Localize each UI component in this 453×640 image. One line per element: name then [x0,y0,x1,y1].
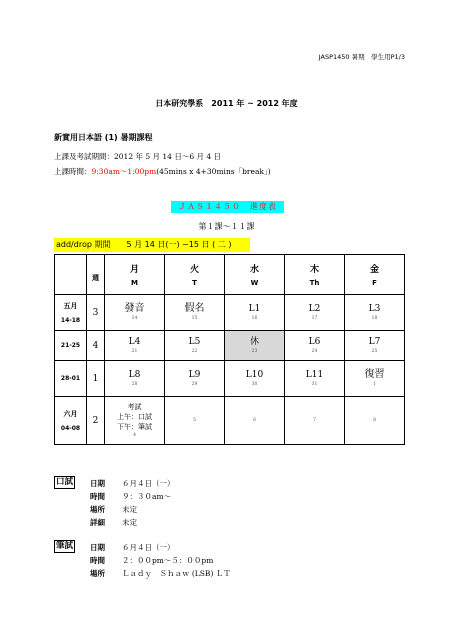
table-row [55,295,405,331]
lesson-range: 第１課～１１課 [198,222,255,231]
class-time-value: 9:30am～1:00pm [91,167,157,176]
lesson-cell: L2 17 [285,295,345,331]
header-mon: 月 M [105,255,165,295]
progress-table-title: ＪＡＳ１４５０ 進度表 [171,201,284,213]
holiday-cell: 休 23 [225,331,285,361]
lesson-cell: 假名 15 [165,295,225,331]
lesson-cell: 5 [165,397,225,445]
oral-time: 時間 ９：３０am～ [90,492,172,501]
written-time: 時間 ２：００pm～５：００pm [90,556,214,565]
add-drop-period: add/drop 期間 5 月 14 日(一) ~15 日 ( 二 ) [54,238,250,252]
week-number: 2 [87,397,105,445]
lesson-cell: 6 [225,397,285,445]
oral-place: 場所 未定 [90,505,137,514]
lesson-cell: L5 22 [165,331,225,361]
header-row [55,255,405,295]
header-thu: 木 Th [285,255,345,295]
document-title: 日本研究學系 2011 年 ~ 2012 年度 [155,99,298,108]
lesson-cell: L11 31 [285,361,345,397]
table-row [55,361,405,397]
lesson-cell: L10 30 [225,361,285,397]
lesson-cell: L9 29 [165,361,225,397]
class-time-label: 上課時間： [54,167,92,176]
lesson-cell: L8 28 [105,361,165,397]
schedule-table [54,254,405,445]
row-dates: 21-25 [55,331,87,361]
row-dates: 六月 04-08 [55,397,87,445]
header-tue: 火 T [165,255,225,295]
lesson-cell: 發音 14 [105,295,165,331]
header-wed: 水 W [225,255,285,295]
course-title: 新實用日本語 (1) 暑期課程 [54,133,153,142]
class-time [54,166,271,177]
written-date: 日期 ６月４日（一） [90,543,175,552]
written-place: 場所 Ｌａｄｙ Ｓｈａｗ (LSB) ＬＴ [90,569,231,578]
row-dates: 五月 14-18 [55,295,87,331]
lesson-cell: L3 18 [345,295,405,331]
oral-exam-label: 口試 [56,477,74,487]
lesson-cell: 復習 1 [345,361,405,397]
table-row [55,331,405,361]
table-row [55,397,405,445]
written-exam-label: 筆試 [56,541,74,551]
exam-cell: 考試 上午：口試 下午：筆試 4 [105,397,165,445]
oral-date: 日期 ６月４日（一） [90,479,175,488]
page-reference: JASP1450 暑期 學生用P1/3 [318,53,405,61]
lesson-cell: L1 16 [225,295,285,331]
week-header: 週 [87,255,105,295]
week-number: 1 [87,361,105,397]
exam-period: 上課及考試期間：2012 年 5 月 14 日～6 月 4 日 [54,152,222,161]
corner-cell [55,255,87,295]
lesson-cell: L7 25 [345,331,405,361]
lesson-cell: 7 [285,397,345,445]
class-time-suffix: (45mins x 4+30mins「break」) [156,167,271,176]
lesson-cell: L6 24 [285,331,345,361]
header-fri: 金 F [345,255,405,295]
oral-detail: 詳細 未定 [90,518,137,527]
week-number: 3 [87,295,105,331]
lesson-cell: 8 [345,397,405,445]
lesson-cell: L4 21 [105,331,165,361]
row-dates: 28-01 [55,361,87,397]
week-number: 4 [87,331,105,361]
